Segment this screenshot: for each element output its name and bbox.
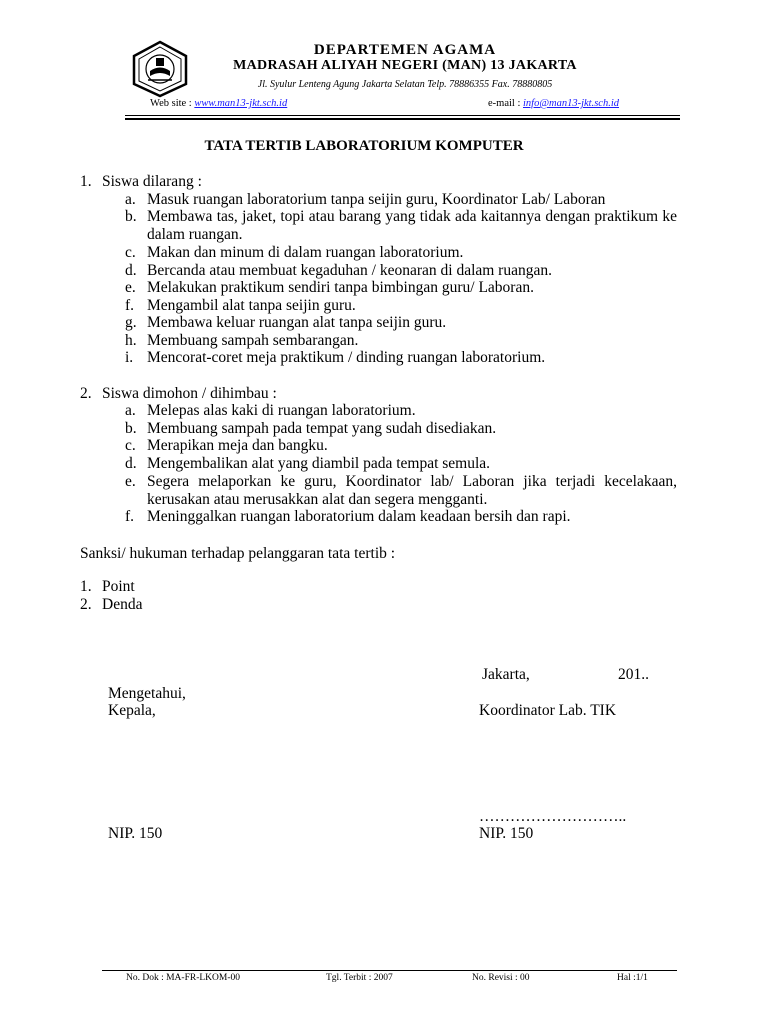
section2-number: 2. — [80, 385, 92, 402]
sanction-item: Denda — [102, 596, 143, 613]
school-name: MADRASAH ALIYAH NEGERI (MAN) 13 JAKARTA — [233, 58, 577, 73]
page-title: TATA TERTIB LABORATORIUM KOMPUTER — [204, 138, 524, 154]
coordinator-title: Koordinator Lab. TIK — [479, 702, 617, 719]
section2-label: Siswa dimohon / dihimbau : — [102, 385, 277, 402]
website-line — [150, 98, 287, 109]
acknowledged-label: Mengetahui, — [108, 685, 186, 702]
section1-number: 1. — [80, 173, 92, 190]
sanction-number: 1. — [80, 578, 92, 595]
head-title: Kepala, — [108, 702, 156, 719]
signature-dots: ……………………….. — [479, 808, 627, 825]
ministry-emblem-icon — [130, 40, 190, 98]
email-line — [488, 98, 619, 109]
sanction-item: Point — [102, 578, 135, 595]
school-address: Jl. Syulur Lenteng Agung Jakarta Selatan Telp. 78886355 Fax. 78880805 — [257, 79, 553, 90]
head-nip: NIP. 150 — [108, 825, 163, 842]
footer-doc-number: No. Dok : MA-FR-LKOM-00 — [126, 973, 240, 983]
department-name: DEPARTEMEN AGAMA — [313, 42, 497, 58]
website-link[interactable]: www.man13-jkt.sch.id — [194, 98, 288, 109]
sanctions-heading: Sanksi/ hukuman terhadap pelanggaran tata tertib : — [80, 545, 396, 562]
footer-revision: No. Revisi : 00 — [472, 973, 530, 983]
footer-issue-date: Tgl. Terbit : 2007 — [326, 973, 393, 983]
email-label: e-mail : — [488, 98, 521, 109]
footer-divider — [102, 970, 677, 971]
signature-place: Jakarta, — [482, 666, 530, 683]
coordinator-nip: NIP. 150 — [479, 825, 534, 842]
letterhead-divider — [125, 115, 680, 120]
section1-label: Siswa dilarang : — [102, 173, 202, 190]
footer-page: Hal :1/1 — [617, 973, 648, 983]
signature-year: 201.. — [618, 666, 649, 683]
website-label: Web site : — [150, 98, 192, 109]
sanction-number: 2. — [80, 596, 92, 613]
email-link[interactable]: info@man13-jkt.sch.id — [523, 98, 619, 109]
